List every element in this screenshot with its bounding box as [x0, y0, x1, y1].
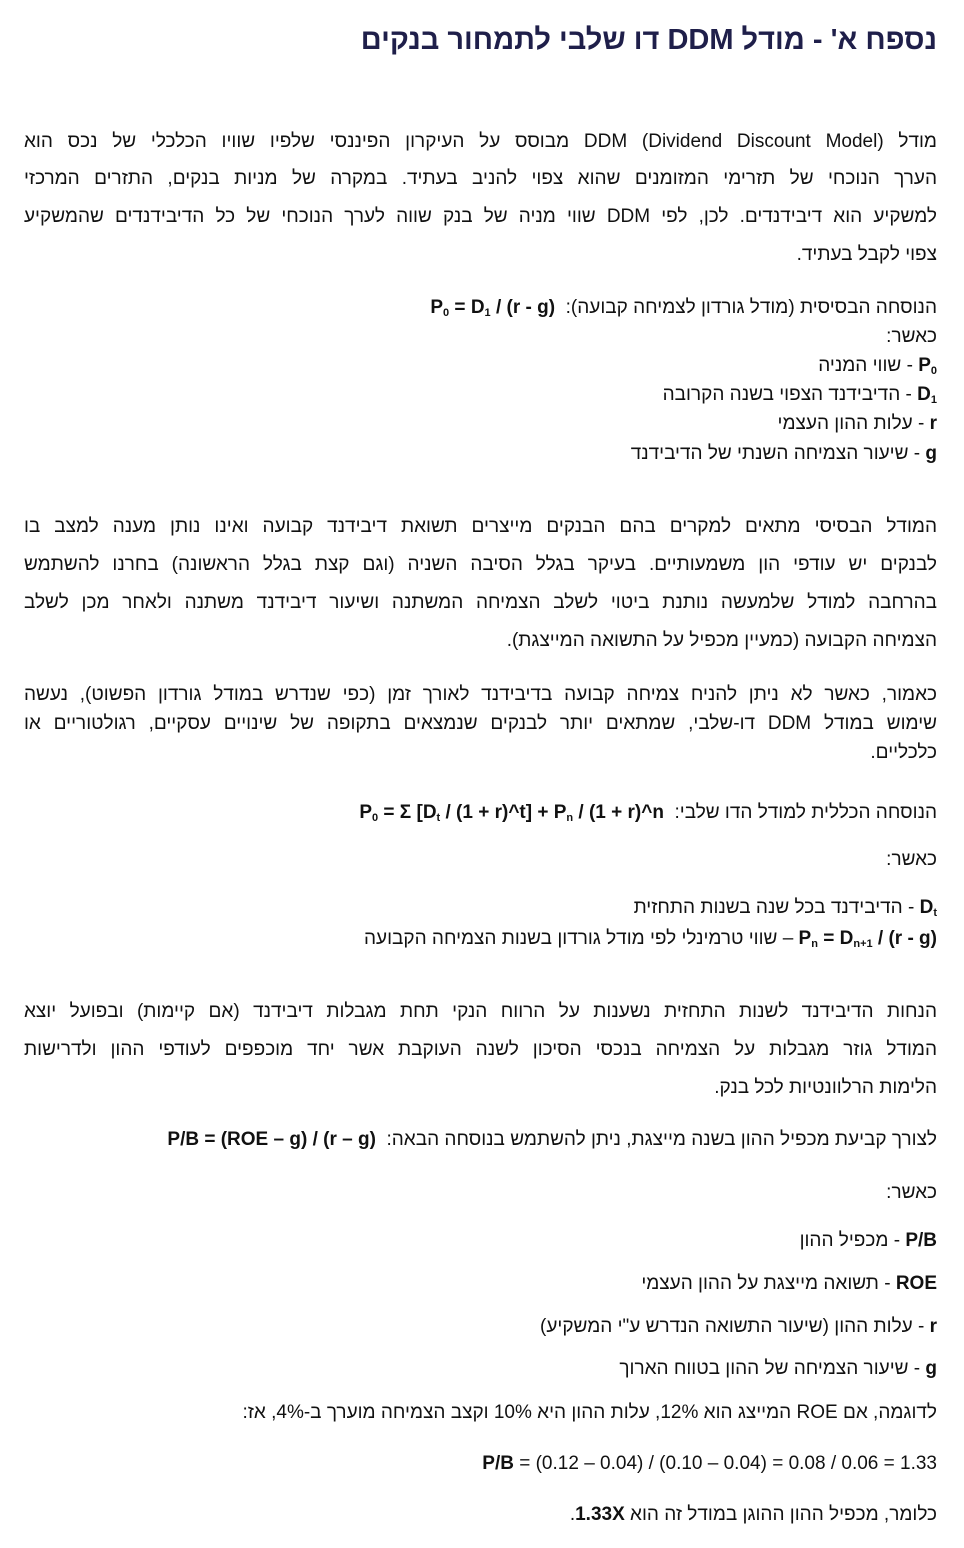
- two-stage-line-1: כאמור, כאשר לא ניתן להניח צמיחה קבועה בדיבידנד לאורך זמן (כפי שנדרש במודל גורדון הפשוט), נעשה: [24, 684, 937, 705]
- two-stage-line-3: כלכליים.: [870, 742, 937, 763]
- def-roe: ROE - תשואה מייצגת על ההון העצמי: [641, 1273, 937, 1294]
- pb-formula-line: [24, 1128, 937, 1152]
- def-pb: P/B - מכפיל ההון: [799, 1230, 937, 1251]
- intro-line-1: מודל DDM (Dividend Discount Model) מבוסס על העיקרון הפיננסי שלפיו שוויו הכלכלי של נכס הוא: [24, 131, 937, 152]
- def-g2: g - שיעור הצמיחה של ההון בטווח הארוך: [619, 1358, 937, 1379]
- page-title: נספח א' - מודל DDM דו שלבי לתמחור בנקים: [360, 24, 937, 56]
- general-formula-line: [24, 801, 937, 825]
- def-r: r - עלות ההון העצמי: [777, 413, 937, 434]
- pb-formula: P/B = (ROE – g) / (r – g): [167, 1129, 376, 1150]
- def-p0: $P_0$ - שווי המניה: [818, 355, 937, 377]
- basic-model-line-2: לבנקים יש עודפי הון משמעותיים. בעיקר בגלל הסיבה השניה (וגם קצת בגלל הראשונה) בחרנו להשתמש: [24, 554, 937, 575]
- pb-label: לצורך קביעת מכפיל ההון בשנה מייצגת, ניתן להשתמש בנוסחה הבאה:: [386, 1129, 937, 1150]
- general-where: כאשר:: [886, 849, 937, 870]
- forecast-line-3: הלימות הרלוונטיות לכל בנק.: [714, 1077, 937, 1098]
- basic-model-line-1: המודל הבסיסי מתאים למקרים בהם הבנקים מייצרים תשואת דיבידנד קבועה ואינו נותן מענה למצב בו: [24, 516, 937, 537]
- def-pn: $P_n = D_{n+1} / (r - g)$ – שווי טרמינלי לפי מודל גורדון בשנות הצמיחה הקבועה: [363, 928, 937, 950]
- forecast-line-1: הנחות הדיבידנד לשנות התחזית נשענות על הרווח הנקי תחת מגבלות דיבידנד (אם קיימות) ובפועל יוצא: [24, 1001, 937, 1022]
- intro-line-2: הערך הנוכחי של תזרימי המזומנים שהוא צפוי להניב בעתיד. במקרה של מניות בנקים, התזרים המרכזי: [24, 168, 937, 189]
- pb-where: כאשר:: [886, 1182, 937, 1203]
- basic-formula-label: הנוסחה הבסיסית (מודל גורדון לצמיחה קבועה):: [565, 297, 937, 318]
- forecast-line-2: המודל גוזר מגבלות על הצמיחה בנכסי הסיכון לשנה העוקבת אשר יחד מוכפפים לעודפי ההון ולדרישות: [24, 1039, 937, 1060]
- def-d1: $D_1$ - הדיבידנד הצפוי בשנה הקרובה: [662, 384, 937, 406]
- two-stage-line-2: שימוש במודל DDM דו-שלבי, שמתאים יותר לבנקים שנמצאים בתקופה של שינויים עסקיים, רגולטוריים או: [24, 713, 937, 734]
- basic-formula-line: [24, 296, 937, 320]
- intro-line-3: למשקיע הוא דיבידנדים. לכן, לפי DDM שווי מניה של בנק שווה לערך הנוכחי של כל הדיבידנדים שהמשקיע: [24, 206, 937, 227]
- general-formula-label: הנוסחה הכללית למודל הדו שלבי:: [674, 802, 937, 823]
- def-r2: r - עלות ההון (שיעור התשואה הנדרש ע"י המשקיע): [540, 1316, 937, 1337]
- pb-example: לדוגמה, אם ROE המייצג הוא 12%, עלות ההון היא 10% וקצב הצמיחה מוערך ב-4%, אז:: [242, 1402, 937, 1423]
- basic-model-line-3: בהרחבה למודל שלמעשה נותנת ביטוי לשלב הצמיחה המשתנה ושיעור דיבידנד משתנה ולאחר מכן לשלב: [24, 592, 937, 613]
- def-g: g - שיעור הצמיחה השנתי של הדיבידנד: [630, 443, 937, 464]
- general-formula: $P_0 = \Sigma$ [$D_t / (1$ + r)^t] + $P_n / (1$ + r)^n: [359, 802, 664, 824]
- def-dt: $D_t$ - הדיבידנד בכל שנה בשנות התחזית: [633, 897, 937, 919]
- pb-conclusion: כלומר, מכפיל ההון ההוגן במודל זה הוא 1.33X.: [569, 1504, 937, 1525]
- basic-where: כאשר:: [886, 326, 937, 347]
- pb-calculation: P/B = (0.12 – 0.04) / (0.10 – 0.04) = 0.08 / 0.06 = 1.33: [482, 1453, 937, 1474]
- basic-formula: $P_0 = D_1 / (r - g)$: [430, 297, 556, 319]
- basic-model-line-4: הצמיחה הקבועה (כמעיין מכפיל על התשואה המייצגת).: [506, 630, 937, 651]
- intro-line-4: צפוי לקבל בעתיד.: [796, 244, 937, 265]
